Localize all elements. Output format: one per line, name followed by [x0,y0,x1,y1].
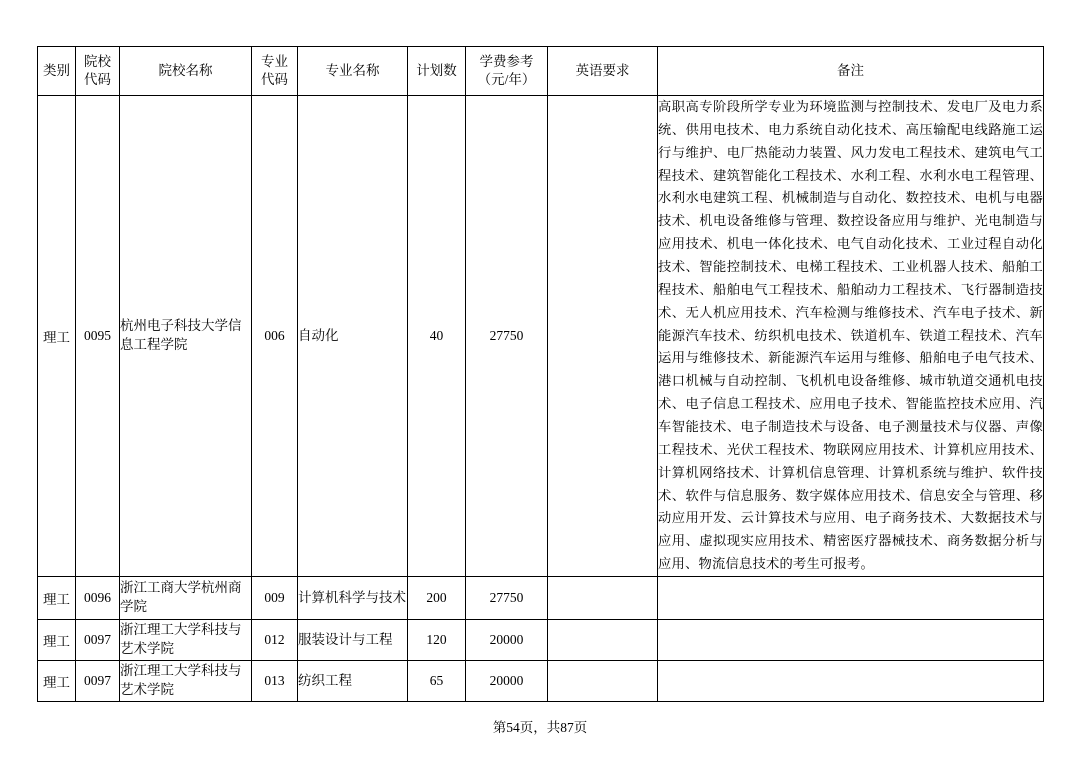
cell-school-name: 浙江理工大学科技与艺术学院 [120,620,252,661]
cell-school-code: 0095 [76,96,120,577]
cell-major-name: 计算机科学与技术 [298,577,408,620]
cell-school-name: 浙江理工大学科技与艺术学院 [120,661,252,702]
table-row [38,577,1044,620]
column-header-school-name-label: 院校名称 [158,62,213,78]
column-header-remark [658,47,1044,96]
table-row [38,661,1044,702]
column-header-school-code-line1: 院校 [84,53,111,69]
table-header-row [38,47,1044,96]
cell-category: 理工 [38,620,76,661]
cell-major-name: 自动化 [298,96,408,577]
enrollment-plan-table [37,46,1044,702]
column-header-plan-count-label: 计划数 [416,62,457,78]
cell-english-req [548,620,658,661]
column-header-english-req [548,47,658,96]
cell-remark [658,620,1044,661]
column-header-tuition-line1: 学费参考 [479,53,534,69]
cell-school-code: 0097 [76,661,120,702]
column-header-major-name [298,47,408,96]
cell-school-code: 0097 [76,620,120,661]
remark-text: 高职高专阶段所学专业为环境监测与控制技术、发电厂及电力系统、供用电技术、电力系统自动化技术、高压输配电线路施工运行与维护、电厂热能动力装置、风力发电工程技术、建筑电气工程技术、建筑智能化工程技术、水利工程、水利水电工程管理、水利水电建筑工程、机械制造与自动化、数控技术、电机与电器技术、机电设备维修与管理、数控设备应用与维护、光电制造与应用技术、机电一体化技术、电气自动化技术、工业过程自动化技术、智能控制技术、电梯工程技术、工业机器人技术、船舶工程技术、船舶电气工程技术、船舶动力工程技术、飞行器制造技术、无人机应用技术、汽车检测与维修技术、汽车电子技术、新能源汽车技术、纺织机电技术、铁道机车、铁道工程技术、汽车运用与维修技术、新能源汽车运用与维修、船舶电子电气技术、港口机械与自动控制、飞机机电设备维修、城市轨道交通机电技术、电子信息工程技术、应用电子技术、智能监控技术应用、汽车智能技术、电子制造技术与设备、电子测量技术与仪器、声像工程技术、光伏工程技术、物联网应用技术、计算机应用技术、计算机网络技术、计算机信息管理、计算机系统与维护、软件技术、软件与信息服务、数字媒体应用技术、信息安全与管理、移动应用开发、云计算技术与应用、电子商务技术、大数据技术与应用、虚拟现实应用技术、精密医疗器械技术、商务数据分析与应用、物流信息技术的考生可报考。 [658,99,1043,572]
column-header-tuition [466,47,548,96]
column-header-remark-label: 备注 [837,62,864,78]
cell-category: 理工 [38,577,76,620]
table-row [38,620,1044,661]
cell-english-req [548,96,658,577]
cell-plan-count: 200 [408,577,466,620]
cell-major-name: 纺织工程 [298,661,408,702]
cell-tuition: 27750 [466,96,548,577]
table-header [38,47,1044,96]
column-header-english-req-label: 英语要求 [575,62,630,78]
cell-major-code: 012 [252,620,298,661]
cell-plan-count: 40 [408,96,466,577]
cell-school-name: 浙江工商大学杭州商学院 [120,577,252,620]
cell-category: 理工 [38,96,76,577]
cell-major-code: 013 [252,661,298,702]
cell-school-code: 0096 [76,577,120,620]
column-header-major-name-label: 专业名称 [325,62,380,78]
column-header-plan-count [408,47,466,96]
cell-remark [658,96,1044,577]
cell-tuition: 27750 [466,577,548,620]
table-row [38,96,1044,577]
column-header-category-label: 类别 [43,62,70,78]
cell-major-name: 服装设计与工程 [298,620,408,661]
table-body [38,96,1044,702]
cell-tuition: 20000 [466,620,548,661]
page-footer [0,716,1080,736]
cell-plan-count: 120 [408,620,466,661]
cell-category: 理工 [38,661,76,702]
cell-tuition: 20000 [466,661,548,702]
column-header-school-code-line2: 代码 [84,72,111,87]
cell-english-req [548,577,658,620]
cell-english-req [548,661,658,702]
cell-school-name: 杭州电子科技大学信息工程学院 [120,96,252,577]
cell-remark [658,577,1044,620]
page-number-label: 第54页，共87页 [492,720,588,735]
column-header-major-code-line2: 代码 [261,72,288,87]
column-header-school-code [76,47,120,96]
cell-major-code: 006 [252,96,298,577]
cell-major-code: 009 [252,577,298,620]
column-header-major-code [252,47,298,96]
column-header-category [38,47,76,96]
cell-remark [658,661,1044,702]
cell-plan-count: 65 [408,661,466,702]
column-header-major-code-line1: 专业 [261,53,288,69]
column-header-tuition-line2: （元/年） [477,72,536,87]
column-header-school-name [120,47,252,96]
